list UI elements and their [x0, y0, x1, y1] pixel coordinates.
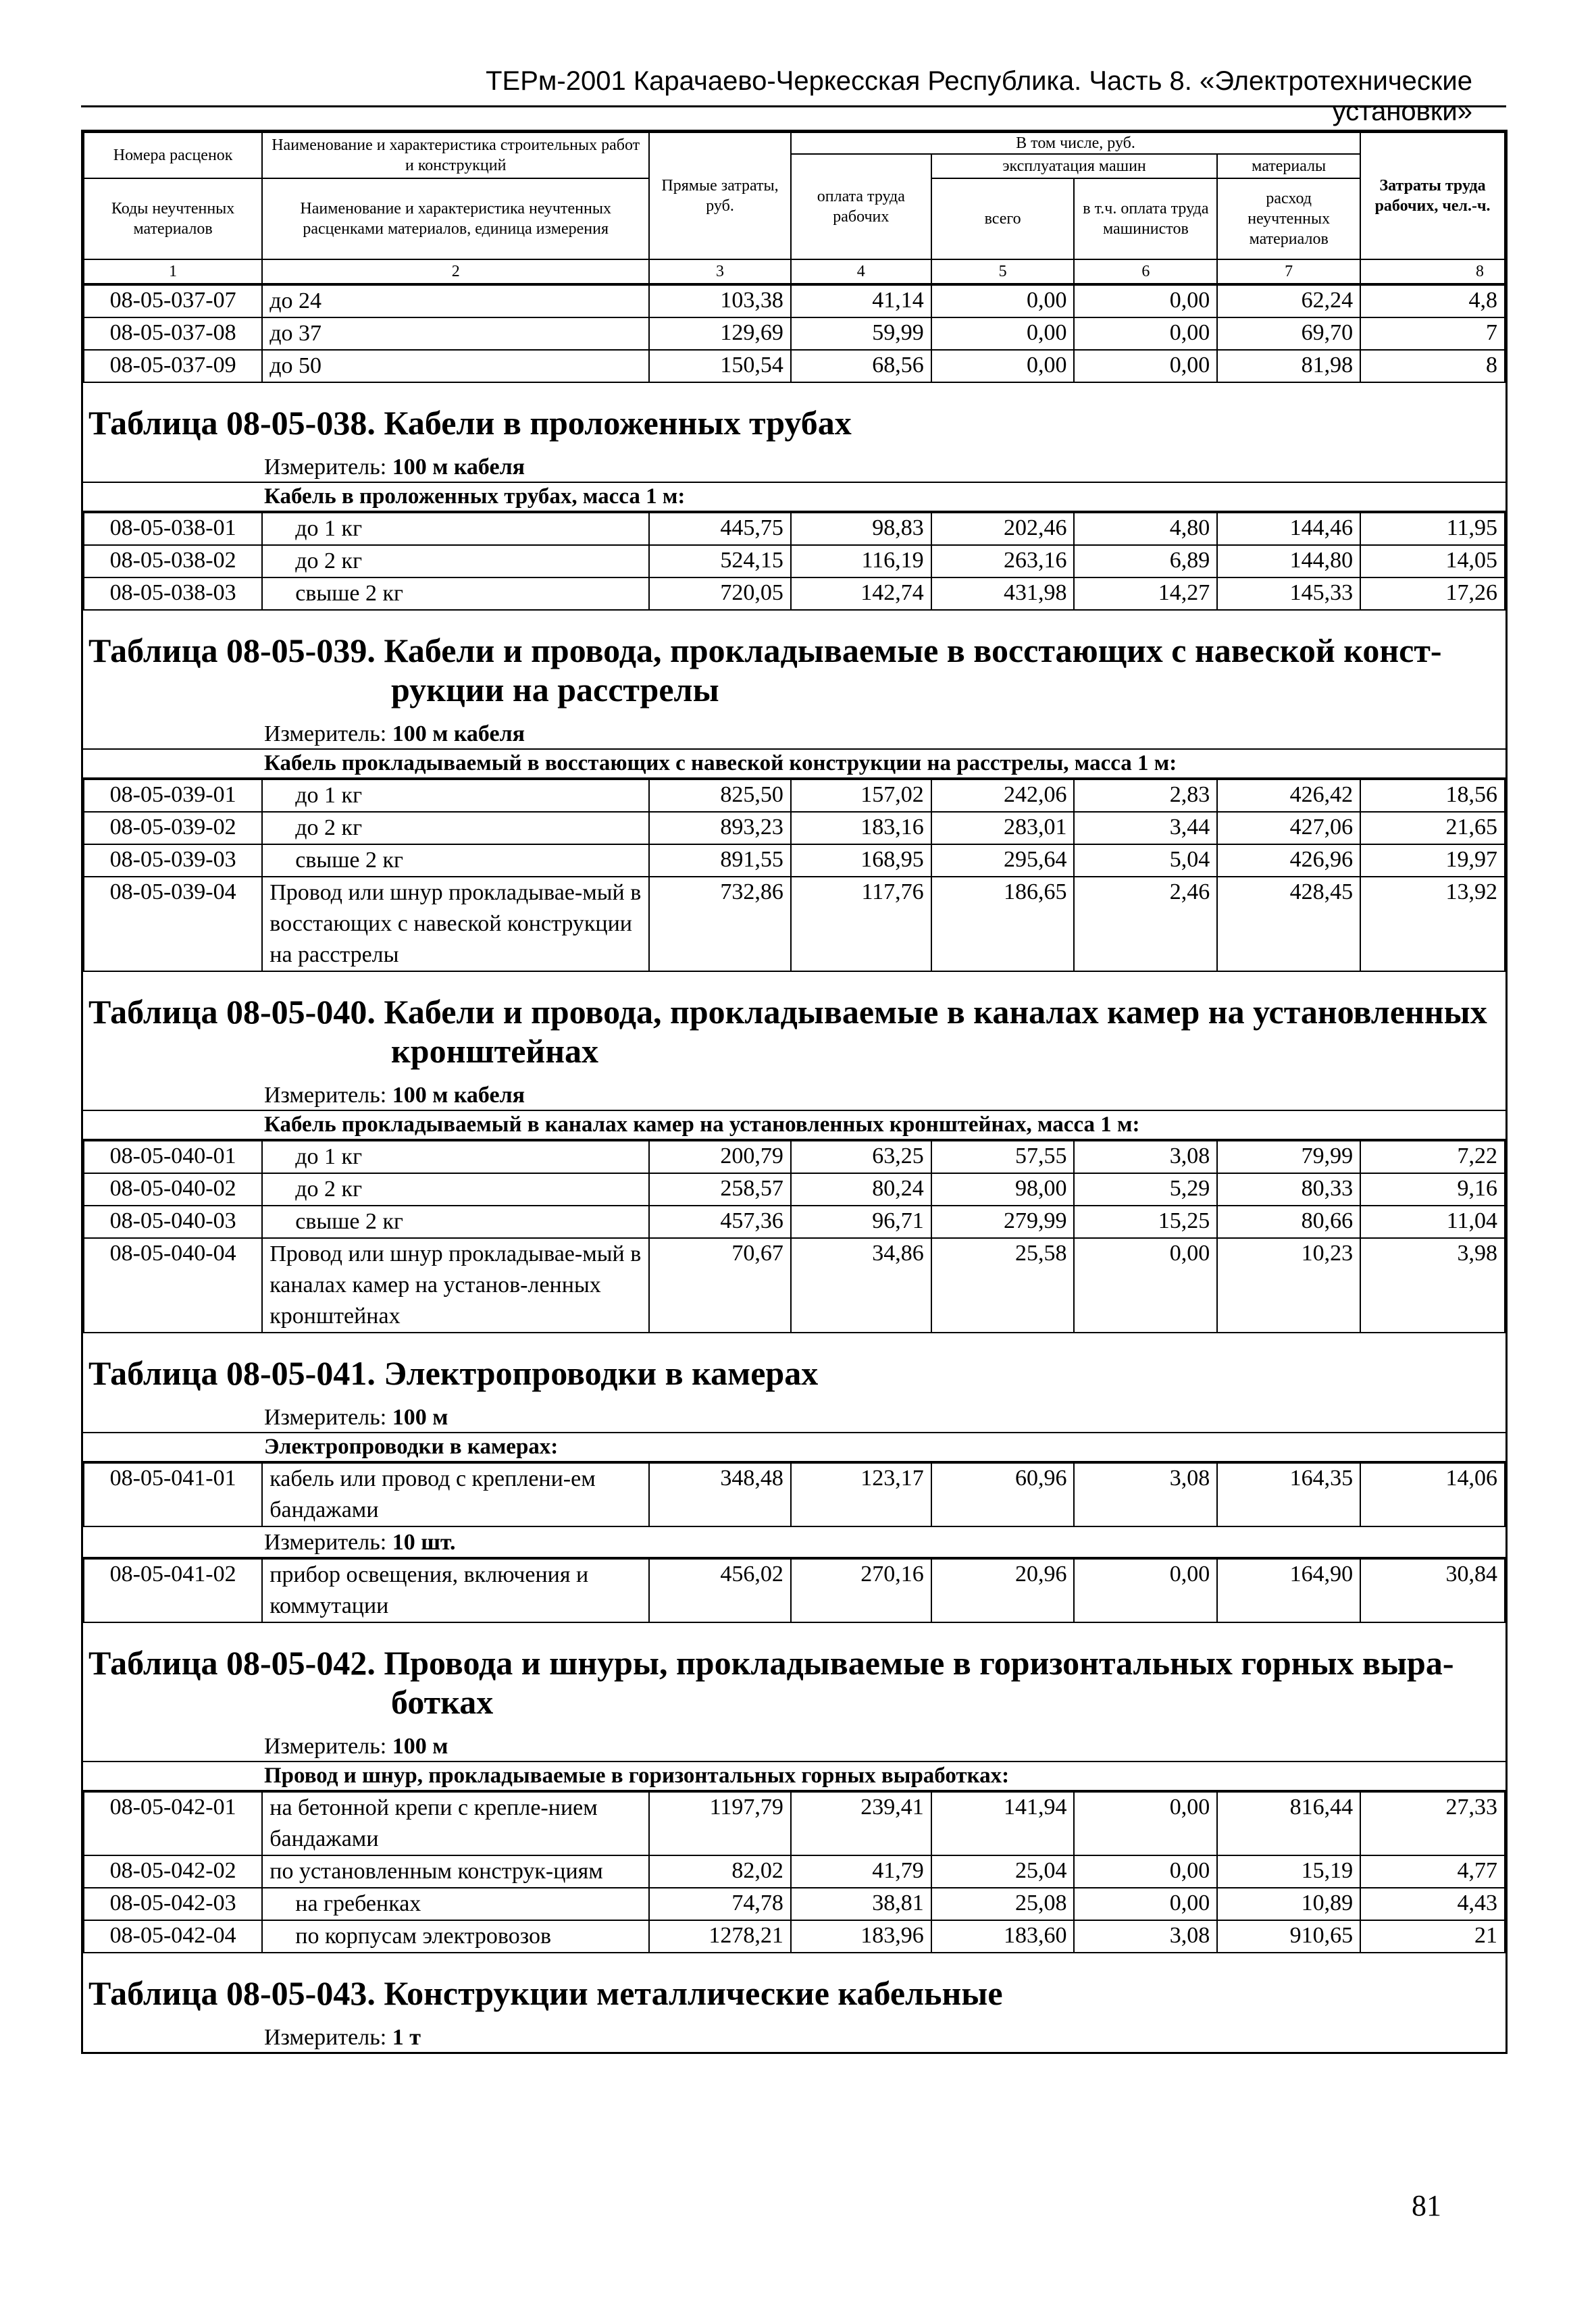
direct-cost: 445,75	[649, 513, 791, 545]
col-name-header: Наименование и характеристика строительных работ и конструкций	[262, 132, 649, 178]
rate-code: 08-05-041-02	[84, 1559, 262, 1622]
table-041-measure	[83, 1402, 1505, 1433]
col-operators-wages-header: в т.ч. оплата труда машинистов	[1074, 178, 1217, 259]
table-042-measure	[83, 1731, 1505, 1762]
labor-hours: 19,97	[1360, 844, 1505, 877]
wages: 270,16	[791, 1559, 931, 1622]
rate-code: 08-05-042-01	[84, 1792, 262, 1855]
wages: 142,74	[791, 577, 931, 610]
labor-hours: 11,95	[1360, 513, 1505, 545]
col-machines-total-header: всего	[931, 178, 1075, 259]
rate-code: 08-05-041-01	[84, 1463, 262, 1526]
direct-cost: 1278,21	[649, 1920, 791, 1953]
materials: 816,44	[1217, 1792, 1360, 1855]
measure-value: 100 м кабеля	[392, 455, 525, 480]
rate-code: 08-05-039-03	[84, 844, 262, 877]
machines-total: 141,94	[931, 1792, 1075, 1855]
wages: 183,16	[791, 812, 931, 844]
machines-total: 202,46	[931, 513, 1075, 545]
measure-label: Измеритель:	[264, 2025, 387, 2050]
rate-code: 08-05-040-01	[84, 1141, 262, 1173]
direct-cost: 70,67	[649, 1238, 791, 1333]
col-including-header: В том числе, руб.	[791, 132, 1360, 154]
col-number: 2	[262, 259, 649, 284]
column-header	[83, 132, 1505, 284]
table-row	[84, 577, 1505, 610]
table-row	[84, 1141, 1505, 1173]
labor-hours: 27,33	[1360, 1792, 1505, 1855]
table-039-measure	[83, 719, 1505, 750]
col-materials-header: материалы	[1217, 154, 1360, 178]
machines-total: 263,16	[931, 545, 1075, 577]
machines-total: 0,00	[931, 285, 1075, 317]
table-row	[84, 1206, 1505, 1238]
col-wages-header: оплата труда рабочих	[791, 154, 931, 259]
labor-hours: 21	[1360, 1920, 1505, 1953]
rate-code: 08-05-042-04	[84, 1920, 262, 1953]
col-material-names-header: Наименование и характеристика неучтенных расценками материалов, единица измерения	[262, 178, 649, 259]
rate-code: 08-05-039-01	[84, 779, 262, 812]
rate-code: 08-05-040-02	[84, 1173, 262, 1206]
machines-total: 98,00	[931, 1173, 1075, 1206]
operators-wages: 0,00	[1074, 317, 1217, 350]
materials: 426,96	[1217, 844, 1360, 877]
title-line: рукции на расстрелы	[391, 671, 719, 709]
rate-code: 08-05-037-08	[84, 317, 262, 350]
machines-total: 60,96	[931, 1463, 1075, 1526]
table-038-section: Кабель в проложенных трубах, масса 1 м:	[83, 483, 1505, 512]
wages: 59,99	[791, 317, 931, 350]
labor-hours: 17,26	[1360, 577, 1505, 610]
machines-total: 279,99	[931, 1206, 1075, 1238]
table-039-section: Кабель прокладываемый в восстающих с навеской конструкции на расстрелы, масса 1 м:	[83, 750, 1505, 779]
direct-cost: 825,50	[649, 779, 791, 812]
rate-name: Провод или шнур прокладывае-мый в восстающих с навеской конструкции на расстрелы	[262, 877, 649, 971]
rate-code: 08-05-042-02	[84, 1855, 262, 1888]
labor-hours: 8	[1360, 350, 1505, 382]
materials: 15,19	[1217, 1855, 1360, 1888]
materials: 80,66	[1217, 1206, 1360, 1238]
operators-wages: 0,00	[1074, 1238, 1217, 1333]
machines-total: 431,98	[931, 577, 1075, 610]
table-041-title: Таблица 08-05-041. Электропроводки в камерах	[88, 1354, 819, 1392]
operators-wages: 3,08	[1074, 1141, 1217, 1173]
table-row	[84, 877, 1505, 971]
operators-wages: 3,08	[1074, 1920, 1217, 1953]
machines-total: 186,65	[931, 877, 1075, 971]
labor-hours: 11,04	[1360, 1206, 1505, 1238]
direct-cost: 524,15	[649, 545, 791, 577]
labor-hours: 3,98	[1360, 1238, 1505, 1333]
page-number: 81	[1412, 2189, 1441, 2222]
operators-wages: 2,83	[1074, 779, 1217, 812]
rate-code: 08-05-039-02	[84, 812, 262, 844]
table-041-measure-2	[83, 1527, 1505, 1558]
rate-name: по установленным конструк-циям	[262, 1855, 649, 1888]
direct-cost: 150,54	[649, 350, 791, 382]
labor-hours: 7,22	[1360, 1141, 1505, 1173]
operators-wages: 14,27	[1074, 577, 1217, 610]
rate-code: 08-05-038-02	[84, 545, 262, 577]
direct-cost: 129,69	[649, 317, 791, 350]
rate-name: Провод или шнур прокладывае-мый в каналах камер на установ-ленных кронштейнах	[262, 1238, 649, 1333]
rate-name: по корпусам электровозов	[262, 1920, 649, 1953]
col-machines-header: эксплуатация машин	[931, 154, 1218, 178]
table-043-measure	[83, 2022, 1505, 2054]
labor-hours: 4,43	[1360, 1888, 1505, 1920]
rate-name: до 37	[262, 317, 649, 350]
table-row	[84, 317, 1505, 350]
materials: 10,23	[1217, 1238, 1360, 1333]
materials: 144,80	[1217, 545, 1360, 577]
table-039-title	[83, 611, 1505, 719]
rows-042	[83, 1791, 1505, 1953]
rate-code: 08-05-038-01	[84, 513, 262, 545]
materials: 164,35	[1217, 1463, 1360, 1526]
table-row	[84, 1173, 1505, 1206]
rows-038	[83, 512, 1505, 611]
table-row	[84, 1920, 1505, 1953]
table-042-section: Провод и шнур, прокладываемые в горизонтальных горных выработках:	[83, 1762, 1505, 1791]
col-material-usage-header: расход неучтенных материалов	[1217, 178, 1360, 259]
rate-name: до 2 кг	[262, 545, 649, 577]
col-number: 5	[931, 259, 1075, 284]
materials: 164,90	[1217, 1559, 1360, 1622]
materials: 10,89	[1217, 1888, 1360, 1920]
table-row	[84, 779, 1505, 812]
rate-code: 08-05-040-03	[84, 1206, 262, 1238]
title-line: Таблица 08-05-040. Кабели и провода, прокладываемые в каналах камер на установленных	[88, 993, 1487, 1031]
machines-total: 20,96	[931, 1559, 1075, 1622]
rate-name: на бетонной крепи с крепле-нием бандажами	[262, 1792, 649, 1855]
wages: 68,56	[791, 350, 931, 382]
table-row	[84, 545, 1505, 577]
operators-wages: 0,00	[1074, 1888, 1217, 1920]
col-code-header: Номера расценок	[84, 132, 262, 178]
wages: 80,24	[791, 1173, 931, 1206]
measure-value: 10 шт.	[392, 1530, 456, 1555]
operators-wages: 3,44	[1074, 812, 1217, 844]
wages: 34,86	[791, 1238, 931, 1333]
table-row	[84, 812, 1505, 844]
table-040-section: Кабель прокладываемый в каналах камер на установленных кронштейнах, масса 1 м:	[83, 1111, 1505, 1140]
rate-name: свыше 2 кг	[262, 1206, 649, 1238]
rows-041a	[83, 1462, 1505, 1527]
materials: 80,33	[1217, 1173, 1360, 1206]
table-row	[84, 513, 1505, 545]
table-row	[84, 844, 1505, 877]
materials: 81,98	[1217, 350, 1360, 382]
operators-wages: 0,00	[1074, 1559, 1217, 1622]
table-043-title: Таблица 08-05-043. Конструкции металлические кабельные	[88, 1974, 1003, 2012]
col-number: 4	[791, 259, 931, 284]
measure-value: 100 м	[392, 1405, 448, 1430]
table-038-measure	[83, 452, 1505, 483]
table-042-title	[83, 1623, 1505, 1731]
measure-label: Измеритель:	[264, 1083, 387, 1108]
col-direct-cost-header: Прямые затраты, руб.	[649, 132, 791, 259]
labor-hours: 30,84	[1360, 1559, 1505, 1622]
direct-cost: 348,48	[649, 1463, 791, 1526]
rate-name: до 1 кг	[262, 779, 649, 812]
table-row	[84, 1888, 1505, 1920]
measure-label: Измеритель:	[264, 721, 387, 746]
measure-label: Измеритель:	[264, 1405, 387, 1430]
labor-hours: 18,56	[1360, 779, 1505, 812]
materials: 79,99	[1217, 1141, 1360, 1173]
labor-hours: 7	[1360, 317, 1505, 350]
table-038-title: Таблица 08-05-038. Кабели в проложенных трубах	[88, 404, 852, 442]
rate-code: 08-05-042-03	[84, 1888, 262, 1920]
machines-total: 25,04	[931, 1855, 1075, 1888]
table-row	[84, 1238, 1505, 1333]
col-number: 8	[1360, 259, 1505, 284]
wages: 63,25	[791, 1141, 931, 1173]
operators-wages: 0,00	[1074, 285, 1217, 317]
rate-code: 08-05-037-09	[84, 350, 262, 382]
rate-name: до 2 кг	[262, 812, 649, 844]
col-number: 3	[649, 259, 791, 284]
direct-cost: 893,23	[649, 812, 791, 844]
rate-name: до 24	[262, 285, 649, 317]
rate-name: до 1 кг	[262, 1141, 649, 1173]
table-row	[84, 285, 1505, 317]
rate-name: прибор освещения, включения и коммутации	[262, 1559, 649, 1622]
col-number: 6	[1074, 259, 1217, 284]
rate-code: 08-05-039-04	[84, 877, 262, 971]
labor-hours: 4,8	[1360, 285, 1505, 317]
measure-value: 1 т	[392, 2025, 421, 2050]
direct-cost: 720,05	[649, 577, 791, 610]
operators-wages: 0,00	[1074, 350, 1217, 382]
title-line: кронштейнах	[391, 1032, 599, 1070]
wages: 123,17	[791, 1463, 931, 1526]
direct-cost: 200,79	[649, 1141, 791, 1173]
rate-name: до 50	[262, 350, 649, 382]
running-header: ТЕРм-2001 Карачаево-Черкесская Республика. Часть 8. «Электротехнические установки»	[486, 66, 1472, 126]
operators-wages: 5,04	[1074, 844, 1217, 877]
materials: 144,46	[1217, 513, 1360, 545]
direct-cost: 258,57	[649, 1173, 791, 1206]
wages: 239,41	[791, 1792, 931, 1855]
labor-hours: 9,16	[1360, 1173, 1505, 1206]
rate-code: 08-05-040-04	[84, 1238, 262, 1333]
col-labor-hours-header: Затраты труда рабочих, чел.-ч.	[1360, 132, 1505, 259]
rows-039	[83, 779, 1505, 972]
operators-wages: 3,08	[1074, 1463, 1217, 1526]
column-numbers	[84, 259, 1505, 284]
rows-040	[83, 1140, 1505, 1333]
direct-cost: 82,02	[649, 1855, 791, 1888]
operators-wages: 6,89	[1074, 545, 1217, 577]
materials: 910,65	[1217, 1920, 1360, 1953]
machines-total: 295,64	[931, 844, 1075, 877]
title-line: ботках	[391, 1683, 494, 1721]
wages: 38,81	[791, 1888, 931, 1920]
machines-total: 0,00	[931, 350, 1075, 382]
materials: 428,45	[1217, 877, 1360, 971]
materials: 427,06	[1217, 812, 1360, 844]
rate-name: свыше 2 кг	[262, 577, 649, 610]
measure-label: Измеритель:	[264, 1734, 387, 1759]
operators-wages: 15,25	[1074, 1206, 1217, 1238]
col-number: 7	[1217, 259, 1360, 284]
direct-cost: 891,55	[649, 844, 791, 877]
table-040-measure	[83, 1080, 1505, 1111]
machines-total: 0,00	[931, 317, 1075, 350]
machines-total: 242,06	[931, 779, 1075, 812]
labor-hours: 13,92	[1360, 877, 1505, 971]
machines-total: 25,58	[931, 1238, 1075, 1333]
machines-total: 183,60	[931, 1920, 1075, 1953]
rows-037	[83, 284, 1505, 383]
machines-total: 57,55	[931, 1141, 1075, 1173]
rows-041b	[83, 1558, 1505, 1623]
price-table-frame	[81, 130, 1508, 2054]
wages: 116,19	[791, 545, 931, 577]
direct-cost: 1197,79	[649, 1792, 791, 1855]
title-line: Таблица 08-05-039. Кабели и провода, прокладываемые в восстающих с навеской конст-	[88, 632, 1442, 669]
rate-name: свыше 2 кг	[262, 844, 649, 877]
operators-wages: 4,80	[1074, 513, 1217, 545]
table-row	[84, 1463, 1505, 1526]
wages: 41,79	[791, 1855, 931, 1888]
operators-wages: 2,46	[1074, 877, 1217, 971]
header-rule	[81, 105, 1506, 107]
col-material-codes-header: Коды неучтенных материалов	[84, 178, 262, 259]
wages: 168,95	[791, 844, 931, 877]
machines-total: 283,01	[931, 812, 1075, 844]
rate-code: 08-05-037-07	[84, 285, 262, 317]
wages: 117,76	[791, 877, 931, 971]
table-row	[84, 1559, 1505, 1622]
table-row	[84, 350, 1505, 382]
rate-name: на гребенках	[262, 1888, 649, 1920]
rate-name: до 1 кг	[262, 513, 649, 545]
wages: 96,71	[791, 1206, 931, 1238]
measure-value: 100 м кабеля	[392, 721, 525, 746]
materials: 426,42	[1217, 779, 1360, 812]
title-line: Таблица 08-05-042. Провода и шнуры, прокладываемые в горизонтальных горных выра-	[88, 1644, 1454, 1682]
direct-cost: 74,78	[649, 1888, 791, 1920]
labor-hours: 14,06	[1360, 1463, 1505, 1526]
materials: 69,70	[1217, 317, 1360, 350]
table-row	[84, 1792, 1505, 1855]
table-040-title	[83, 972, 1505, 1080]
wages: 183,96	[791, 1920, 931, 1953]
operators-wages: 0,00	[1074, 1792, 1217, 1855]
table-row	[84, 1855, 1505, 1888]
rate-name: до 2 кг	[262, 1173, 649, 1206]
direct-cost: 456,02	[649, 1559, 791, 1622]
operators-wages: 0,00	[1074, 1855, 1217, 1888]
wages: 98,83	[791, 513, 931, 545]
rate-name: кабель или провод с креплени-ем бандажами	[262, 1463, 649, 1526]
materials: 62,24	[1217, 285, 1360, 317]
rate-code: 08-05-038-03	[84, 577, 262, 610]
wages: 41,14	[791, 285, 931, 317]
direct-cost: 103,38	[649, 285, 791, 317]
col-number: 1	[84, 259, 262, 284]
labor-hours: 14,05	[1360, 545, 1505, 577]
direct-cost: 457,36	[649, 1206, 791, 1238]
table-041-section: Электропроводки в камерах:	[83, 1433, 1505, 1462]
materials: 145,33	[1217, 577, 1360, 610]
measure-label: Измеритель:	[264, 1530, 387, 1555]
measure-label: Измеритель:	[264, 455, 387, 480]
labor-hours: 4,77	[1360, 1855, 1505, 1888]
machines-total: 25,08	[931, 1888, 1075, 1920]
operators-wages: 5,29	[1074, 1173, 1217, 1206]
measure-value: 100 м	[392, 1734, 448, 1759]
direct-cost: 732,86	[649, 877, 791, 971]
labor-hours: 21,65	[1360, 812, 1505, 844]
measure-value: 100 м кабеля	[392, 1083, 525, 1108]
wages: 157,02	[791, 779, 931, 812]
